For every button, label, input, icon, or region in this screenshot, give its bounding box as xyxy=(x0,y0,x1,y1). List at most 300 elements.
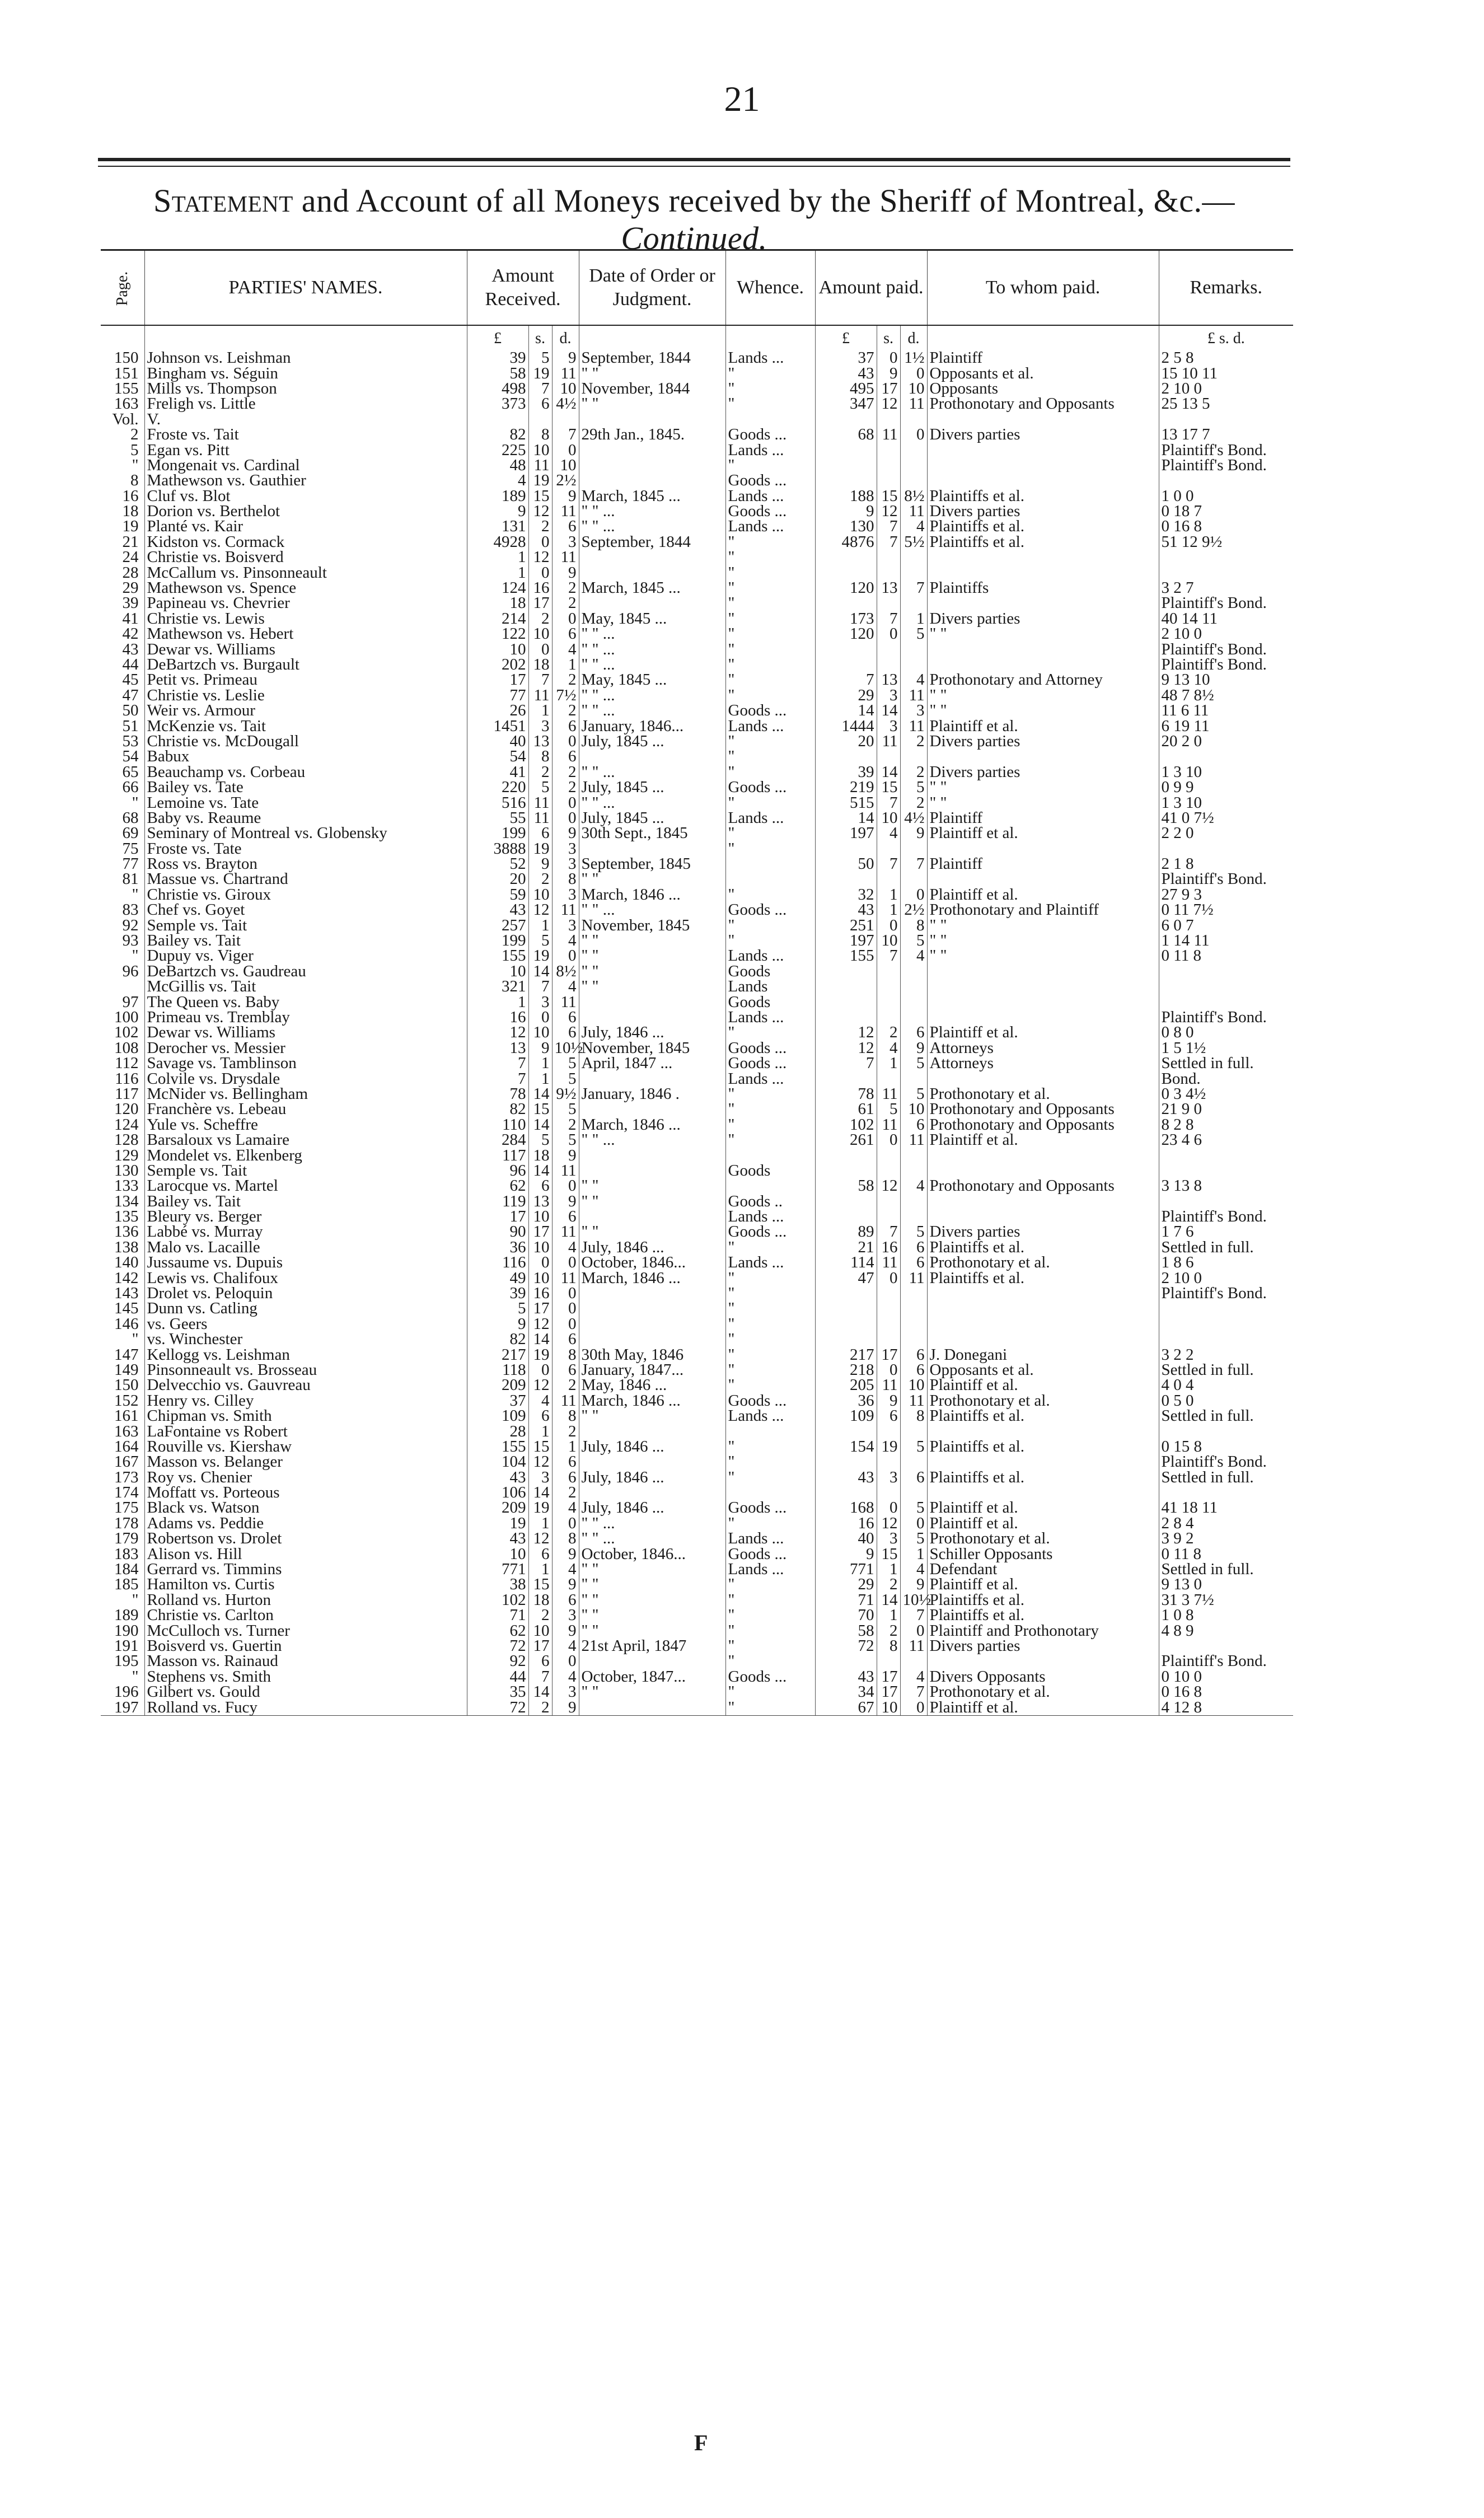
row-received-pounds: 49 xyxy=(467,1270,528,1285)
table-row xyxy=(101,887,1293,902)
table-row xyxy=(101,1608,1293,1623)
row-parties: Freligh vs. Little xyxy=(144,396,467,411)
row-received-shillings: 2 xyxy=(528,765,552,780)
row-received-pounds: 284 xyxy=(467,1132,528,1148)
row-received-pounds: 119 xyxy=(467,1194,528,1209)
row-received-shillings: 5 xyxy=(528,350,552,366)
row-received-shillings: 5 xyxy=(528,933,552,948)
row-paid-pounds: 1444 xyxy=(815,718,877,733)
row-received-pounds: 257 xyxy=(467,918,528,933)
row-received-pence: 9 xyxy=(552,1577,579,1592)
row-whence: " xyxy=(725,1470,815,1485)
row-received-shillings: 7 xyxy=(528,672,552,687)
row-paid-shillings: 15 xyxy=(877,489,900,504)
row-date: November, 1844 xyxy=(579,381,725,396)
row-paid-pounds: 188 xyxy=(815,489,877,504)
row-paid-pounds: 109 xyxy=(815,1408,877,1424)
row-remarks: Plaintiff's Bond. xyxy=(1159,1209,1293,1224)
table-row xyxy=(101,1117,1293,1132)
row-paid-pence: 4 xyxy=(900,1178,927,1194)
row-received-shillings: 5 xyxy=(528,1132,552,1148)
row-received-pounds: 17 xyxy=(467,672,528,687)
row-paid-pounds xyxy=(815,841,877,857)
row-date: April, 1847 ... xyxy=(579,1056,725,1071)
row-page: 197 xyxy=(101,1700,144,1715)
row-date: " " xyxy=(579,964,725,979)
row-received-shillings: 14 xyxy=(528,1087,552,1102)
col-amount-received: Amount Received. xyxy=(467,250,579,326)
row-received-pounds: 77 xyxy=(467,688,528,703)
row-date: July, 1845 ... xyxy=(579,811,725,826)
row-page: Vol. xyxy=(112,410,139,428)
row-received-pounds: 122 xyxy=(467,626,528,642)
row-to-whom: Opposants xyxy=(927,381,1159,396)
row-received-shillings: 14 xyxy=(528,1163,552,1178)
row-page: 77 xyxy=(122,855,139,873)
row-whence: " xyxy=(725,1593,815,1608)
row-whence: " xyxy=(725,826,815,841)
row-received-pounds: 516 xyxy=(467,795,528,810)
row-received-pence: 5 xyxy=(552,1056,579,1071)
row-page: 47 xyxy=(122,686,139,704)
row-date: 29th Jan., 1845. xyxy=(579,427,725,442)
row-page: 143 xyxy=(114,1284,139,1303)
row-date: " " ... xyxy=(579,504,725,519)
table-row xyxy=(101,811,1293,826)
row-whence: Goods ... xyxy=(725,780,815,795)
row-remarks: 27 9 3 xyxy=(1159,887,1293,902)
row-to-whom xyxy=(927,1194,1159,1209)
row-date xyxy=(579,596,725,611)
row-page: 152 xyxy=(114,1391,139,1410)
row-received-shillings: 2 xyxy=(528,872,552,887)
table-row xyxy=(101,734,1293,749)
row-received-pence: 6 xyxy=(552,1010,579,1025)
row-to-whom: Plaintiff xyxy=(927,857,1159,872)
row-paid-shillings: 11 xyxy=(877,427,900,442)
row-paid-shillings xyxy=(877,979,900,994)
row-page: " xyxy=(132,456,139,474)
row-page: 130 xyxy=(114,1161,139,1180)
row-parties: DeBartzch vs. Burgault xyxy=(144,657,467,672)
row-page: 174 xyxy=(114,1483,139,1502)
row-received-pence: 9 xyxy=(552,1194,579,1209)
row-to-whom: Plaintiff et al. xyxy=(927,1577,1159,1592)
row-received-pounds: 1 xyxy=(467,994,528,1009)
row-page: 97 xyxy=(122,993,139,1011)
row-paid-pence: 1 xyxy=(900,611,927,626)
row-whence: " xyxy=(725,1270,815,1285)
row-remarks: 13 17 7 xyxy=(1159,427,1293,442)
row-date xyxy=(579,1654,725,1669)
row-date: September, 1844 xyxy=(579,350,725,366)
row-whence: Lands ... xyxy=(725,1408,815,1424)
row-received-pence: 8 xyxy=(552,1531,579,1546)
row-received-pounds: 72 xyxy=(467,1700,528,1715)
table-row xyxy=(101,902,1293,918)
table-row xyxy=(101,1378,1293,1393)
row-paid-pounds: 197 xyxy=(815,933,877,948)
row-paid-pence: 7 xyxy=(900,581,927,596)
row-received-pounds: 62 xyxy=(467,1178,528,1194)
col-date: Date of Order or Judgment. xyxy=(579,250,725,326)
row-remarks: 0 16 8 xyxy=(1159,1684,1293,1700)
row-paid-pounds xyxy=(815,1163,877,1178)
row-remarks: 3 13 8 xyxy=(1159,1178,1293,1194)
row-date: March, 1845 ... xyxy=(579,489,725,504)
row-received-pounds xyxy=(467,412,528,427)
table-row xyxy=(101,1577,1293,1592)
row-received-pounds: 28 xyxy=(467,1424,528,1439)
row-to-whom: Plaintiff et al. xyxy=(927,1378,1159,1393)
row-received-pounds: 217 xyxy=(467,1347,528,1362)
row-paid-shillings xyxy=(877,1485,900,1500)
row-page: 129 xyxy=(114,1146,139,1164)
row-remarks: 0 11 7½ xyxy=(1159,902,1293,918)
row-date: " " ... xyxy=(579,1132,725,1148)
table-row xyxy=(101,1132,1293,1148)
row-parties: Malo vs. Lacaille xyxy=(144,1240,467,1255)
row-paid-shillings: 7 xyxy=(877,948,900,963)
row-received-pence: 4½ xyxy=(552,396,579,411)
row-remarks: 20 2 0 xyxy=(1159,734,1293,749)
row-paid-pence xyxy=(900,1071,927,1086)
row-whence: " xyxy=(725,887,815,902)
row-received-pence: 2 xyxy=(552,780,579,795)
row-paid-pence: 11 xyxy=(900,1132,927,1148)
row-page: 147 xyxy=(114,1345,139,1364)
row-received-pounds: 72 xyxy=(467,1639,528,1654)
row-received-pence: 5 xyxy=(552,1102,579,1117)
row-remarks: Bond. xyxy=(1159,1071,1293,1086)
row-date: " " ... xyxy=(579,795,725,810)
row-remarks xyxy=(1159,565,1293,580)
row-page: 135 xyxy=(114,1207,139,1226)
table-row xyxy=(101,1593,1293,1608)
row-paid-shillings: 10 xyxy=(877,933,900,948)
row-paid-pence xyxy=(900,964,927,979)
row-parties: Dewar vs. Williams xyxy=(144,642,467,657)
row-received-pounds: 43 xyxy=(467,1470,528,1485)
table-row xyxy=(101,489,1293,504)
row-whence: " xyxy=(725,1087,815,1102)
row-date: July, 1845 ... xyxy=(579,734,725,749)
row-received-pounds: 199 xyxy=(467,933,528,948)
row-paid-pounds: 7 xyxy=(815,672,877,687)
row-whence: " xyxy=(725,581,815,596)
table-row xyxy=(101,1317,1293,1332)
row-paid-pence: 5 xyxy=(900,1500,927,1515)
row-received-pounds: 102 xyxy=(467,1593,528,1608)
row-paid-pence: 4 xyxy=(900,1562,927,1577)
row-paid-pence: 4½ xyxy=(900,811,927,826)
row-received-pence: 8 xyxy=(552,1347,579,1362)
row-date: " " xyxy=(579,872,725,887)
table-row xyxy=(101,519,1293,534)
row-remarks: 0 5 0 xyxy=(1159,1393,1293,1408)
row-date: July, 1846 ... xyxy=(579,1240,725,1255)
table-row xyxy=(101,550,1293,565)
row-received-shillings: 6 xyxy=(528,1654,552,1669)
row-paid-pence: 0 xyxy=(900,366,927,381)
row-date: March, 1846 ... xyxy=(579,1393,725,1408)
row-received-shillings: 11 xyxy=(528,458,552,473)
row-paid-pence: 10 xyxy=(900,1102,927,1117)
row-paid-shillings: 2 xyxy=(877,1025,900,1040)
row-received-shillings: 17 xyxy=(528,1301,552,1316)
row-received-shillings: 12 xyxy=(528,1531,552,1546)
row-to-whom: Plaintiffs et al. xyxy=(927,1408,1159,1424)
row-received-pounds: 104 xyxy=(467,1454,528,1469)
row-date: March, 1846 ... xyxy=(579,887,725,902)
row-received-shillings: 3 xyxy=(528,1470,552,1485)
row-received-pounds: 5 xyxy=(467,1301,528,1316)
row-paid-shillings: 0 xyxy=(877,918,900,933)
row-paid-pounds: 70 xyxy=(815,1608,877,1623)
row-to-whom: Attorneys xyxy=(927,1041,1159,1056)
row-paid-shillings: 0 xyxy=(877,626,900,642)
row-paid-pounds: 37 xyxy=(815,350,877,366)
row-paid-shillings xyxy=(877,1148,900,1163)
row-paid-shillings xyxy=(877,1209,900,1224)
row-paid-pounds: 32 xyxy=(815,887,877,902)
row-received-pounds: 771 xyxy=(467,1562,528,1577)
row-page: 81 xyxy=(122,870,139,888)
row-page: 54 xyxy=(122,747,139,766)
row-parties: Seminary of Montreal vs. Globensky xyxy=(144,826,467,841)
row-paid-shillings: 4 xyxy=(877,826,900,841)
row-remarks: 0 11 8 xyxy=(1159,1546,1293,1561)
row-received-pounds: 373 xyxy=(467,396,528,411)
row-whence: " xyxy=(725,1286,815,1301)
row-paid-pence xyxy=(900,749,927,764)
row-parties: Black vs. Watson xyxy=(144,1500,467,1515)
row-parties: Christie vs. Leslie xyxy=(144,688,467,703)
row-paid-pence xyxy=(900,473,927,488)
row-to-whom xyxy=(927,412,1159,427)
heading-rest: and Account of all Moneys received by the Sheriff of Montreal, &c.— xyxy=(293,182,1235,219)
row-whence: " xyxy=(725,396,815,411)
row-paid-pence: 6 xyxy=(900,1240,927,1255)
row-whence: " xyxy=(725,749,815,764)
row-paid-shillings: 2 xyxy=(877,1577,900,1592)
row-whence: Lands ... xyxy=(725,1531,815,1546)
row-paid-shillings xyxy=(877,1317,900,1332)
row-whence xyxy=(725,412,815,427)
row-whence: Goods ... xyxy=(725,504,815,519)
row-paid-shillings xyxy=(877,442,900,457)
row-parties: Savage vs. Tamblinson xyxy=(144,1056,467,1071)
table-row xyxy=(101,535,1293,550)
row-paid-pence: 5 xyxy=(900,933,927,948)
row-paid-pounds: 9 xyxy=(815,504,877,519)
row-to-whom: Plaintiff et al. xyxy=(927,1516,1159,1531)
heading-tail: Continued. xyxy=(621,220,767,256)
row-received-shillings: 16 xyxy=(528,1286,552,1301)
row-date: " " ... xyxy=(579,1531,725,1546)
row-remarks: Plaintiff's Bond. xyxy=(1159,657,1293,672)
row-parties: Massue vs. Chartrand xyxy=(144,872,467,887)
row-to-whom: Plaintiffs et al. xyxy=(927,1470,1159,1485)
row-page: 69 xyxy=(122,824,139,843)
row-date: 21st April, 1847 xyxy=(579,1639,725,1654)
row-date xyxy=(579,442,725,457)
table-row xyxy=(101,1148,1293,1163)
row-received-pence: 6 xyxy=(552,1593,579,1608)
row-received-pence: 2 xyxy=(552,596,579,611)
row-received-pence: 6 xyxy=(552,1454,579,1469)
row-date: March, 1846 ... xyxy=(579,1117,725,1132)
table-row xyxy=(101,1255,1293,1270)
row-page: 53 xyxy=(122,732,139,750)
row-to-whom: Prothonotary and Opposants xyxy=(927,1117,1159,1132)
row-remarks: 4 8 9 xyxy=(1159,1623,1293,1638)
row-received-pence: 11 xyxy=(552,550,579,565)
row-to-whom: Plaintiffs et al. xyxy=(927,535,1159,550)
table-row xyxy=(101,749,1293,764)
row-parties: Lemoine vs. Tate xyxy=(144,795,467,810)
row-paid-shillings: 19 xyxy=(877,1439,900,1454)
row-received-shillings: 15 xyxy=(528,1439,552,1454)
row-paid-pounds: 9 xyxy=(815,1546,877,1561)
row-date xyxy=(579,1071,725,1086)
row-remarks xyxy=(1159,1301,1293,1316)
moneys-table xyxy=(101,249,1293,1716)
table-row xyxy=(101,1485,1293,1500)
row-received-shillings: 2 xyxy=(528,1608,552,1623)
row-received-pence: 11 xyxy=(552,366,579,381)
unit-pounds: £ xyxy=(467,325,528,350)
row-paid-pounds: 12 xyxy=(815,1041,877,1056)
row-to-whom xyxy=(927,473,1159,488)
table-row xyxy=(101,841,1293,857)
table-row xyxy=(101,872,1293,887)
row-paid-shillings: 3 xyxy=(877,688,900,703)
row-page: 66 xyxy=(122,778,139,797)
row-paid-pence: 6 xyxy=(900,1025,927,1040)
row-received-pounds: 82 xyxy=(467,1332,528,1347)
row-paid-shillings xyxy=(877,964,900,979)
row-paid-shillings xyxy=(877,994,900,1009)
unit-shillings: s. xyxy=(877,325,900,350)
row-paid-pounds: 771 xyxy=(815,1562,877,1577)
row-paid-pounds xyxy=(815,1332,877,1347)
row-received-pounds: 59 xyxy=(467,887,528,902)
row-whence: " xyxy=(725,1117,815,1132)
row-paid-pence: 11 xyxy=(900,1639,927,1654)
row-parties: Bailey vs. Tate xyxy=(144,780,467,795)
row-date: May, 1845 ... xyxy=(579,672,725,687)
row-whence: " xyxy=(725,535,815,550)
row-page: 133 xyxy=(114,1177,139,1195)
row-remarks xyxy=(1159,1424,1293,1439)
row-paid-pounds: 197 xyxy=(815,826,877,841)
row-date xyxy=(579,412,725,427)
row-received-pence: 0 xyxy=(552,811,579,826)
row-received-shillings: 19 xyxy=(528,473,552,488)
row-parties: Mathewson vs. Spence xyxy=(144,581,467,596)
row-received-pence xyxy=(552,412,579,427)
row-to-whom xyxy=(927,1301,1159,1316)
row-paid-pence xyxy=(900,1317,927,1332)
row-paid-shillings xyxy=(877,749,900,764)
row-received-pence: 0 xyxy=(552,1516,579,1531)
row-date: " " ... xyxy=(579,626,725,642)
row-to-whom xyxy=(927,1317,1159,1332)
row-page: 102 xyxy=(114,1023,139,1042)
table-row xyxy=(101,780,1293,795)
row-received-pounds: 62 xyxy=(467,1623,528,1638)
row-remarks: Plaintiff's Bond. xyxy=(1159,642,1293,657)
row-page: 196 xyxy=(114,1683,139,1701)
table-row xyxy=(101,1669,1293,1684)
row-received-pounds: 4 xyxy=(467,473,528,488)
row-to-whom: Plaintiffs et al. xyxy=(927,489,1159,504)
row-paid-pounds xyxy=(815,473,877,488)
row-whence: Lands ... xyxy=(725,519,815,534)
table-row xyxy=(101,504,1293,519)
row-received-pounds: 48 xyxy=(467,458,528,473)
row-date: " " xyxy=(579,1593,725,1608)
row-page: 116 xyxy=(115,1069,139,1088)
row-received-pounds: 110 xyxy=(467,1117,528,1132)
row-paid-pence: 5½ xyxy=(900,535,927,550)
row-paid-shillings: 13 xyxy=(877,581,900,596)
row-received-pence: 0 xyxy=(552,795,579,810)
row-date: " " ... xyxy=(579,703,725,718)
row-remarks: 3 2 7 xyxy=(1159,581,1293,596)
row-remarks: 1 0 0 xyxy=(1159,489,1293,504)
row-paid-pence: 5 xyxy=(900,1056,927,1071)
row-received-shillings: 10 xyxy=(528,626,552,642)
row-remarks: Plaintiff's Bond. xyxy=(1159,1654,1293,1669)
row-received-pounds: 199 xyxy=(467,826,528,841)
row-date: 30th May, 1846 xyxy=(579,1347,725,1362)
row-paid-pence xyxy=(900,458,927,473)
row-paid-pence: 2 xyxy=(900,734,927,749)
row-paid-pence: 4 xyxy=(900,948,927,963)
row-page: " xyxy=(132,1590,139,1609)
row-remarks xyxy=(1159,964,1293,979)
row-page: 5 xyxy=(130,441,139,459)
row-received-pence: 9 xyxy=(552,489,579,504)
row-received-pounds: 10 xyxy=(467,964,528,979)
row-remarks xyxy=(1159,1317,1293,1332)
row-received-pounds: 1 xyxy=(467,565,528,580)
row-received-pence: 0 xyxy=(552,734,579,749)
row-date xyxy=(579,1332,725,1347)
row-remarks: 51 12 9½ xyxy=(1159,535,1293,550)
row-whence: Goods ... xyxy=(725,1500,815,1515)
row-remarks xyxy=(1159,412,1293,427)
row-paid-shillings xyxy=(877,1071,900,1086)
row-paid-pence xyxy=(900,1654,927,1669)
row-received-pounds: 7 xyxy=(467,1071,528,1086)
row-paid-pence: 11 xyxy=(900,718,927,733)
row-date xyxy=(579,1286,725,1301)
row-received-pence: 3 xyxy=(552,887,579,902)
row-whence: " xyxy=(725,1347,815,1362)
row-date: May, 1846 ... xyxy=(579,1378,725,1393)
row-page: 146 xyxy=(114,1314,139,1333)
row-paid-shillings: 7 xyxy=(877,611,900,626)
row-date: October, 1846... xyxy=(579,1255,725,1270)
row-paid-shillings: 14 xyxy=(877,765,900,780)
row-whence: " xyxy=(725,1654,815,1669)
row-received-shillings: 0 xyxy=(528,642,552,657)
row-received-pounds: 10 xyxy=(467,1546,528,1561)
table-row xyxy=(101,1546,1293,1561)
